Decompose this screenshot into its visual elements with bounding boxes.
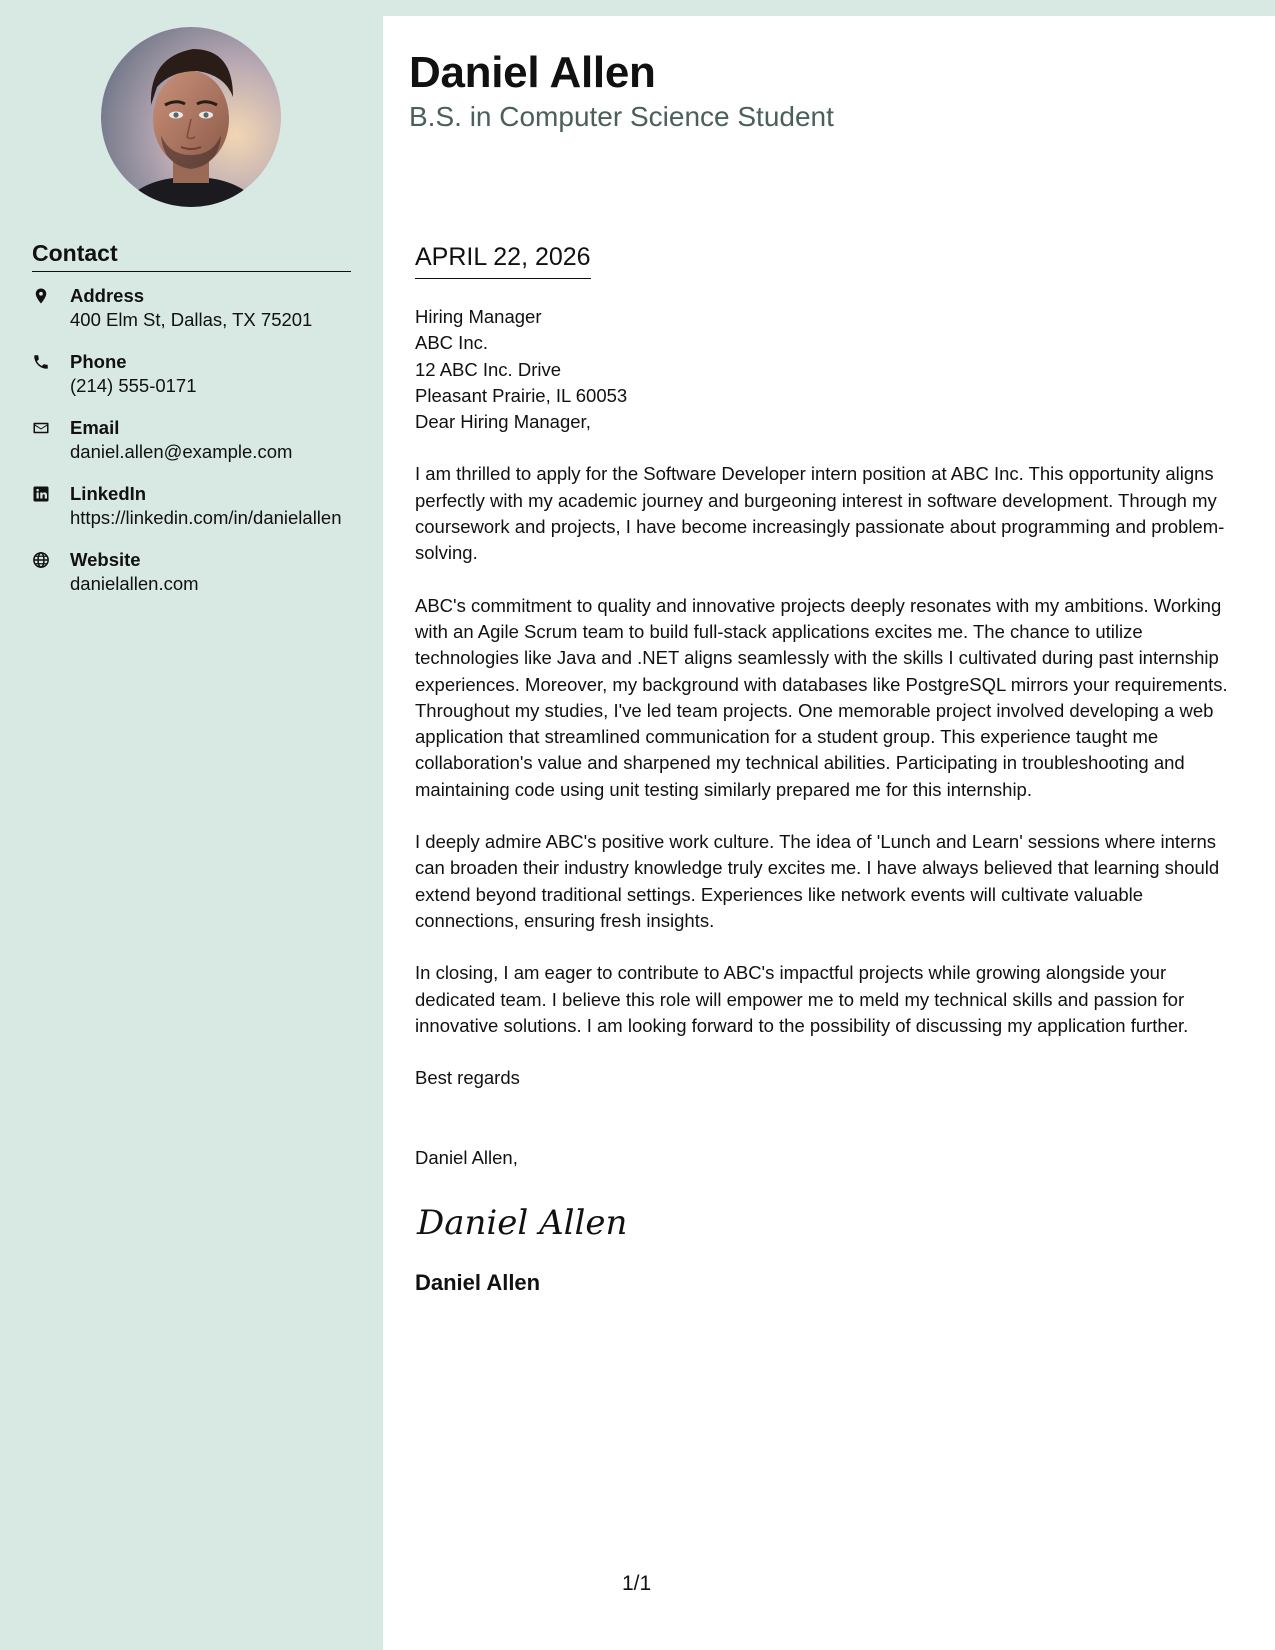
recipient-line: Hiring Manager (415, 306, 542, 327)
signature-text: Daniel Allen (417, 1202, 628, 1243)
contact-list (32, 284, 352, 614)
signed-name: Daniel Allen, (415, 1147, 518, 1169)
letter-paragraph: I am thrilled to apply for the Software Developer intern position at ABC Inc. This opportunity aligns perfectly with my academic journey and burgeoning interest in software development. Through my coursework and projects, I have become increasingly passionate about programming and problem-solving. (415, 463, 1225, 564)
letter-paragraph: In closing, I am eager to contribute to ABC's impactful projects while growing alongside your dedicated team. I believe this role will empower me to meld my technical skills and passion for innovative solutions. I am looking forward to the possibility of discussing my application further. (415, 962, 1189, 1036)
globe-icon (32, 548, 70, 596)
contact-value-website[interactable]: danielallen.com (70, 573, 199, 594)
contact-label-website: Website (70, 549, 141, 570)
recipient-line: ABC Inc. (415, 332, 488, 354)
letter-date: APRIL 22, 2026 (415, 243, 591, 279)
closing-line: Best regards (415, 1067, 520, 1089)
contact-label-phone: Phone (70, 351, 127, 372)
contact-value-phone[interactable]: (214) 555-0171 (70, 375, 197, 396)
applicant-subtitle: B.S. in Computer Science Student (409, 101, 834, 132)
phone-icon (32, 350, 70, 398)
contact-label-linkedin: LinkedIn (70, 483, 147, 504)
recipient-line: Pleasant Prairie, IL 60053 (415, 384, 628, 406)
contact-label-email: Email (70, 417, 120, 438)
linkedin-icon (32, 482, 70, 530)
handwritten-signature (415, 1198, 1245, 1248)
page-number: 1/1 (622, 1572, 652, 1595)
salutation: Dear Hiring Manager, (415, 411, 591, 433)
signature-name: Daniel Allen (415, 1269, 541, 1295)
contact-value-address: 400 Elm St, Dallas, TX 75201 (70, 309, 313, 330)
letter-paragraph: I deeply admire ABC's positive work culture. The idea of 'Lunch and Learn' sessions where interns can broaden their industry knowledge truly excites me. I have always believed that learning should extend beyond traditional settings. Experiences like network events will cultivate valuable connections, ensuring fresh insights. (415, 831, 1220, 931)
sidebar (0, 0, 383, 1650)
letter-body (415, 304, 1245, 1296)
contact-value-linkedin[interactable]: https://linkedin.com/in/danielallen (70, 507, 342, 528)
recipient-line: 12 ABC Inc. Drive (415, 358, 562, 380)
applicant-name: Daniel Allen (409, 48, 656, 97)
contact-heading: Contact (32, 240, 351, 272)
recipient-block (415, 304, 1245, 435)
contact-label-address: Address (70, 285, 145, 306)
contact-item-address (32, 284, 352, 332)
envelope-icon (32, 416, 70, 464)
contact-item-linkedin (32, 482, 352, 530)
contact-item-email (32, 416, 352, 464)
avatar-photo (101, 27, 281, 207)
avatar (101, 27, 281, 207)
location-pin-icon (32, 284, 70, 332)
contact-item-phone (32, 350, 352, 398)
contact-item-website (32, 548, 352, 596)
letter-paragraph: ABC's commitment to quality and innovative projects deeply resonates with my ambitions. Working with an Agile Scrum team to build full-stack applications excites me. The chance to utilize technologies like Java and .NET aligns seamlessly with the skills I cultivated during past internship experiences. Moreover, my background with databases like PostgreSQL mirrors your requirements. Throughout my studies, I've led team projects. One memorable project involved developing a web application that streamlined communication for a student group. This experience taught me collaboration's value and sharpened my technical abilities. Participating in troubleshooting and maintaining code using unit testing similarly prepared me for this internship. (415, 594, 1228, 800)
contact-value-email[interactable]: daniel.allen@example.com (70, 441, 293, 462)
